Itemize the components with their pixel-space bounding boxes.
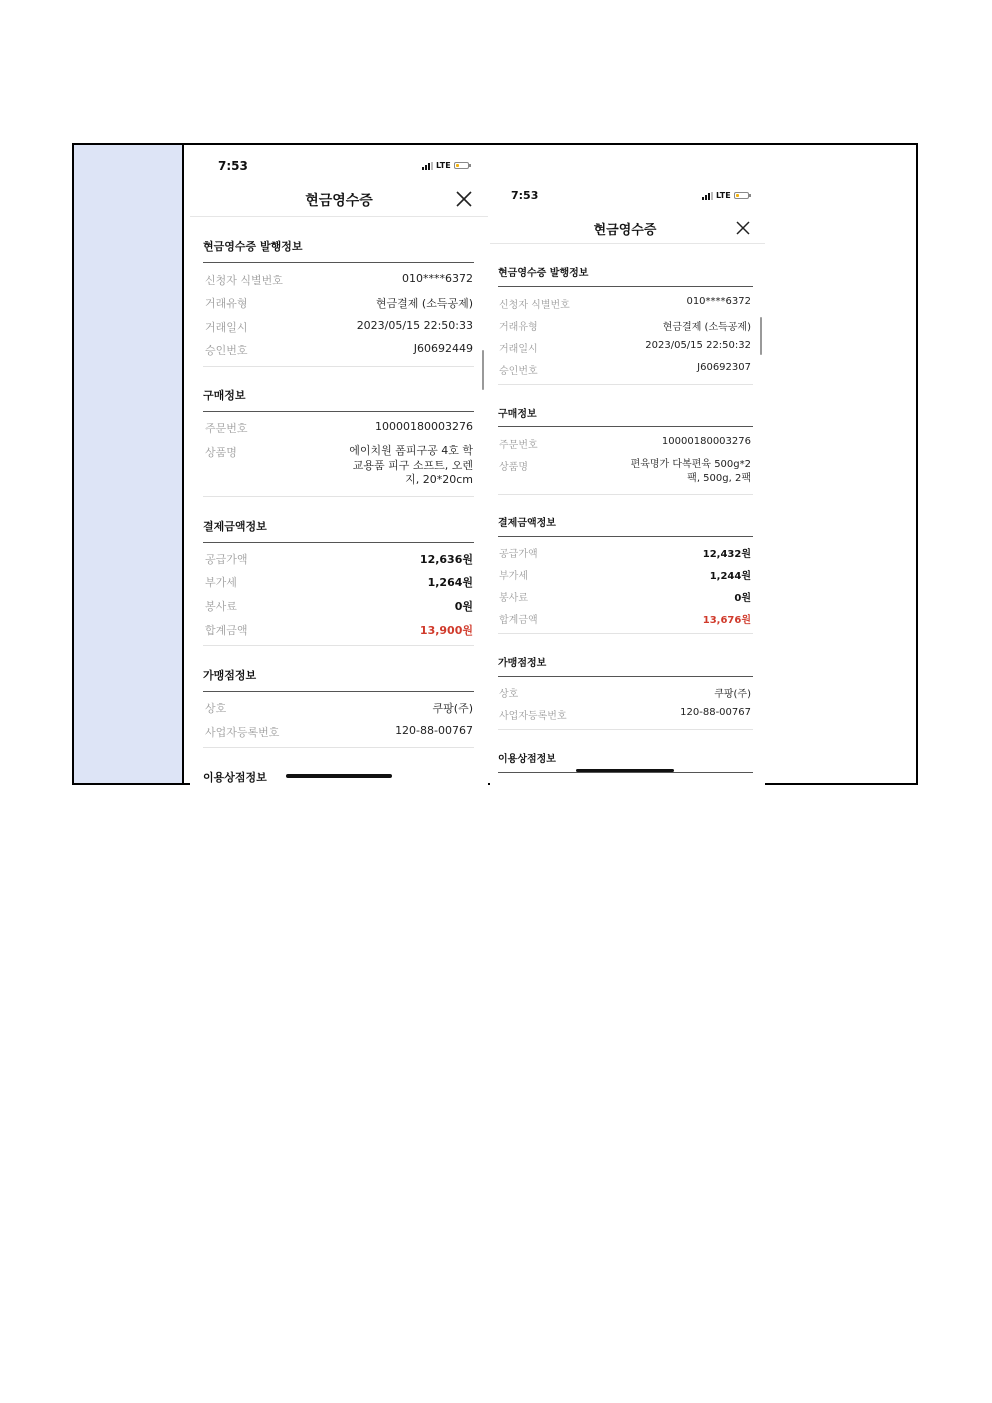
list-item-value: 120-88-00767 xyxy=(680,707,751,718)
total-value: 13,676원 xyxy=(702,615,751,626)
list-item-label: 신청자 식별번호 xyxy=(499,300,570,311)
list-item-value: 120-88-00767 xyxy=(395,724,473,737)
list-item-label: 거래일시 xyxy=(205,321,248,334)
list-item-value: 쿠팡(주) xyxy=(432,702,473,715)
list-item-label: 상호 xyxy=(205,702,227,715)
product-name-value: 편육명가 다복편육 500g*2 팩, 500g, 2팩 xyxy=(630,459,751,484)
list-item-value: 2023/05/15 22:50:32 xyxy=(645,340,751,351)
network-label: LTE xyxy=(716,191,731,200)
list-item-label: 거래유형 xyxy=(205,297,248,310)
store-heading: 이용상점정보 xyxy=(203,771,267,784)
list-item-value: 010****6372 xyxy=(402,272,473,285)
list-item-label: 신청자 식별번호 xyxy=(205,274,283,287)
list-item-label: 부가세 xyxy=(205,576,237,589)
scrollbar[interactable] xyxy=(482,350,484,390)
receipt-screenshot-right xyxy=(490,180,765,785)
payment-heading: 결제금액정보 xyxy=(203,520,267,533)
list-item-label: 봉사료 xyxy=(205,600,237,613)
list-item-value: 현금결제 (소득공제) xyxy=(375,297,473,310)
purchase-heading: 구매정보 xyxy=(498,409,537,420)
page-title: 현금영수증 xyxy=(593,223,657,238)
battery-icon xyxy=(454,162,469,169)
list-item-value: J60692449 xyxy=(413,342,473,355)
list-item-label: 부가세 xyxy=(499,571,528,582)
status-time: 7:53 xyxy=(218,159,248,173)
signal-icon xyxy=(422,162,433,170)
purchase-heading: 구매정보 xyxy=(203,389,246,402)
list-item-value: 쿠팡(주) xyxy=(714,689,751,700)
status-icons xyxy=(422,161,469,170)
order-number-label: 주문번호 xyxy=(499,440,538,451)
merchant-heading: 가맹점정보 xyxy=(498,658,547,669)
list-item-value: 0원 xyxy=(734,593,751,604)
issuance-heading: 현금영수증 발행정보 xyxy=(498,268,589,279)
order-number-value: 10000180003276 xyxy=(375,420,473,433)
list-item-value: 12,636원 xyxy=(419,553,473,566)
list-item-label: 사업자등록번호 xyxy=(205,726,280,739)
list-item-value: J60692307 xyxy=(697,362,751,373)
close-icon[interactable] xyxy=(735,220,751,236)
list-item-label: 승인번호 xyxy=(499,366,538,377)
signal-icon xyxy=(702,192,713,200)
list-item-label: 거래일시 xyxy=(499,344,538,355)
status-time: 7:53 xyxy=(511,189,539,202)
list-item-label: 거래유형 xyxy=(499,322,538,333)
product-name-label: 상품명 xyxy=(205,446,237,459)
product-name-label: 상품명 xyxy=(499,462,528,473)
store-heading: 이용상점정보 xyxy=(498,754,556,765)
list-item-value: 1,244원 xyxy=(709,571,751,582)
list-item-label: 공급가액 xyxy=(205,553,248,566)
total-label: 합계금액 xyxy=(499,615,538,626)
list-item-label: 상호 xyxy=(499,689,519,700)
battery-icon xyxy=(734,192,749,199)
order-number-value: 10000180003276 xyxy=(661,436,751,447)
close-icon[interactable] xyxy=(455,190,473,208)
list-item-label: 공급가액 xyxy=(499,549,538,560)
scrollbar[interactable] xyxy=(760,317,762,355)
list-item-value: 12,432원 xyxy=(702,549,751,560)
list-item-value: 1,264원 xyxy=(427,576,473,589)
total-value: 13,900원 xyxy=(419,624,473,637)
list-item-label: 봉사료 xyxy=(499,593,528,604)
list-item-value: 현금결제 (소득공제) xyxy=(662,322,751,333)
table-side-cell xyxy=(74,145,184,783)
list-item-value: 2023/05/15 22:50:33 xyxy=(356,319,473,332)
total-label: 합계금액 xyxy=(205,624,248,637)
list-item-value: 0원 xyxy=(454,600,473,613)
list-item-label: 사업자등록번호 xyxy=(499,711,567,722)
page-title: 현금영수증 xyxy=(305,193,373,209)
receipt-screenshot-left xyxy=(190,150,488,785)
merchant-heading: 가맹점정보 xyxy=(203,669,257,682)
list-item-value: 010****6372 xyxy=(686,296,751,307)
product-name-value: 에이치원 폼피구공 4호 학 교용품 피구 소프트, 오렌 지, 20*20cm xyxy=(349,444,473,486)
home-indicator[interactable] xyxy=(286,774,392,778)
issuance-heading: 현금영수증 발행정보 xyxy=(203,240,303,253)
list-item-label: 승인번호 xyxy=(205,344,248,357)
order-number-label: 주문번호 xyxy=(205,422,248,435)
status-icons xyxy=(702,191,749,200)
network-label: LTE xyxy=(436,161,451,170)
payment-heading: 결제금액정보 xyxy=(498,518,556,529)
